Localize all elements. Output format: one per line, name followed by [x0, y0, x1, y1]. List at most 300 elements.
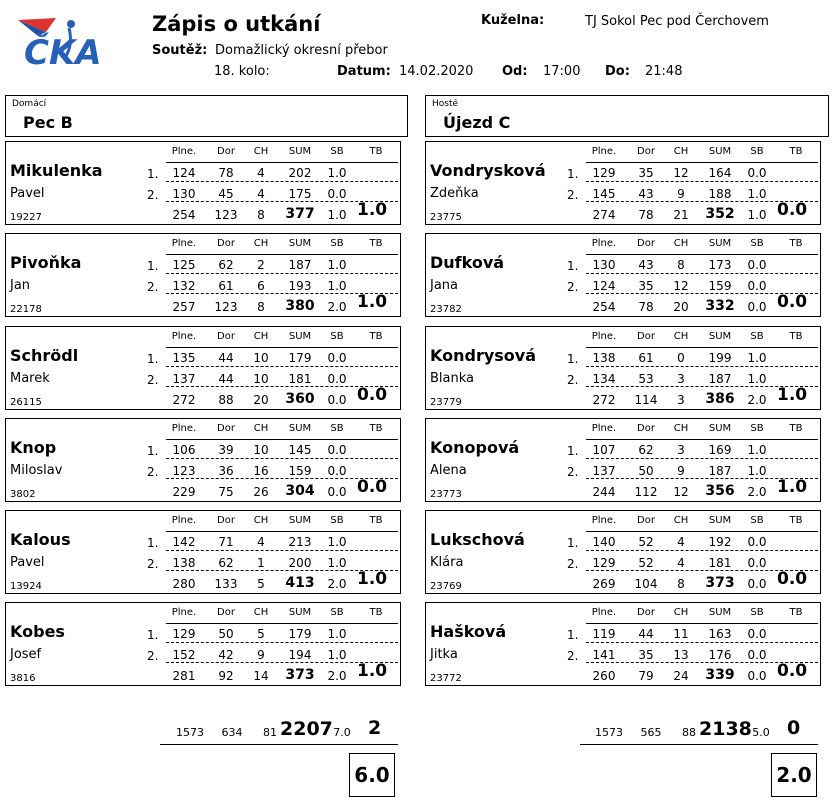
player-tb-points: 0.0 — [777, 292, 808, 312]
cka-logo — [16, 14, 106, 74]
player-score-cell: 0.0 — [747, 627, 767, 641]
player-surname: Kobes — [10, 622, 65, 641]
player-total-cell: 229 — [172, 485, 196, 499]
player-total-cell: 123 — [214, 300, 238, 314]
player-score-cell: 1 — [257, 556, 265, 570]
row-divider — [586, 273, 818, 274]
player-score-cell: 39 — [218, 443, 234, 457]
header-rule — [166, 347, 398, 348]
column-header: Dor — [637, 146, 655, 157]
column-header: Plne. — [591, 331, 617, 342]
player-total-cell: 244 — [592, 485, 616, 499]
player-total-cell: 24 — [673, 669, 689, 683]
date-label: Datum: — [337, 64, 391, 79]
player-score-cell: 3 — [677, 372, 685, 386]
player-card — [5, 141, 401, 225]
player-tb-points: 0.0 — [777, 200, 808, 220]
player-score-cell: 35 — [638, 279, 654, 293]
player-card — [425, 602, 821, 686]
row-divider — [586, 458, 818, 459]
player-total-cell: 2.0 — [327, 669, 347, 683]
header-rule — [586, 439, 818, 440]
player-total-cell: 79 — [638, 669, 654, 683]
player-score-cell: 1.0 — [327, 166, 347, 180]
row-number: 2. — [147, 557, 159, 571]
column-header: Plne. — [171, 607, 197, 618]
player-score-cell: 44 — [218, 372, 234, 386]
player-card — [5, 510, 401, 594]
row-divider — [586, 366, 818, 367]
player-score-cell: 202 — [288, 166, 312, 180]
column-header: Plne. — [591, 515, 617, 526]
player-total-cell: 8 — [677, 577, 685, 591]
column-header: TB — [369, 423, 383, 434]
column-header: CH — [673, 515, 689, 526]
row-number: 1. — [567, 167, 579, 181]
player-reg-number: 26115 — [10, 397, 42, 408]
player-score-cell: 1.0 — [327, 556, 347, 570]
column-header: TB — [789, 146, 803, 157]
column-header: CH — [673, 238, 689, 249]
column-header: SUM — [288, 607, 312, 618]
player-score-cell: 138 — [592, 351, 616, 365]
player-reg-number: 23775 — [430, 212, 462, 223]
player-tb-points: 0.0 — [357, 477, 388, 497]
row-number: 2. — [147, 188, 159, 202]
player-score-cell: 9 — [677, 187, 685, 201]
player-total-cell: 20 — [253, 393, 269, 407]
player-total-cell: 0.0 — [747, 300, 767, 314]
player-score-cell: 1.0 — [747, 351, 767, 365]
player-score-cell: 1.0 — [327, 279, 347, 293]
player-total-cell: 274 — [592, 208, 616, 222]
column-header: TB — [369, 515, 383, 526]
player-score-cell: 0.0 — [747, 648, 767, 662]
player-score-cell: 4 — [257, 535, 265, 549]
header-rule — [166, 439, 398, 440]
player-firstname: Blanka — [430, 371, 475, 386]
player-score-cell: 6 — [257, 279, 265, 293]
player-firstname: Miloslav — [10, 463, 63, 478]
player-score-cell: 107 — [592, 443, 616, 457]
player-total-cell: 272 — [592, 393, 616, 407]
player-reg-number: 23772 — [430, 673, 462, 684]
player-score-cell: 138 — [172, 556, 196, 570]
player-score-cell: 50 — [638, 464, 654, 478]
player-card — [5, 418, 401, 502]
player-score-cell: 145 — [288, 443, 312, 457]
column-header: Plne. — [171, 423, 197, 434]
player-score-cell: 152 — [172, 648, 196, 662]
player-score-cell: 4 — [257, 187, 265, 201]
player-total-cell: 373 — [285, 667, 315, 683]
player-score-cell: 0.0 — [747, 556, 767, 570]
player-total-cell: 14 — [253, 669, 269, 683]
team-total-ch: 81 — [263, 726, 277, 739]
row-divider — [166, 366, 398, 367]
end-label: Do: — [605, 64, 630, 79]
column-header: Plne. — [591, 238, 617, 249]
column-header: Dor — [637, 515, 655, 526]
player-surname: Schrödl — [10, 346, 79, 365]
row-divider — [166, 642, 398, 643]
player-total-cell: 26 — [253, 485, 269, 499]
column-header: Dor — [217, 238, 235, 249]
player-total-cell: 360 — [285, 391, 315, 407]
player-firstname: Marek — [10, 371, 50, 386]
date-value: 14.02.2020 — [399, 64, 474, 79]
player-score-cell: 129 — [172, 627, 196, 641]
row-divider — [586, 642, 818, 643]
column-header: SB — [750, 238, 764, 249]
row-number: 2. — [567, 373, 579, 387]
player-score-cell: 1.0 — [327, 648, 347, 662]
team-total-ch: 88 — [682, 726, 696, 739]
player-score-cell: 193 — [288, 279, 312, 293]
row-number: 1. — [147, 167, 159, 181]
player-card — [425, 418, 821, 502]
player-score-cell: 1.0 — [747, 372, 767, 386]
player-score-cell: 52 — [638, 535, 654, 549]
player-total-cell: 0.0 — [747, 669, 767, 683]
player-score-cell: 169 — [708, 443, 732, 457]
player-total-cell: 254 — [172, 208, 196, 222]
row-number: 2. — [147, 649, 159, 663]
column-header: Dor — [217, 607, 235, 618]
player-total-cell: 20 — [673, 300, 689, 314]
player-score-cell: 11 — [673, 627, 689, 641]
team-total-plne: 1573 — [595, 726, 623, 739]
player-score-cell: 164 — [708, 166, 732, 180]
column-header: CH — [673, 423, 689, 434]
player-total-cell: 304 — [285, 483, 315, 499]
start-label: Od: — [502, 64, 528, 79]
player-total-cell: 12 — [673, 485, 689, 499]
header-rule — [586, 162, 818, 163]
header-rule — [586, 623, 818, 624]
player-score-cell: 4 — [257, 166, 265, 180]
row-divider — [166, 458, 398, 459]
player-card — [5, 602, 401, 686]
column-header: SUM — [708, 331, 732, 342]
player-firstname: Jitka — [430, 647, 458, 662]
row-number: 2. — [567, 280, 579, 294]
player-total-cell: 281 — [172, 669, 196, 683]
player-score-cell: 2 — [257, 258, 265, 272]
player-surname: Dufková — [430, 253, 505, 272]
column-header: SB — [330, 515, 344, 526]
player-card — [425, 141, 821, 225]
player-score-cell: 43 — [638, 258, 654, 272]
column-header: TB — [369, 607, 383, 618]
header-rule — [166, 254, 398, 255]
player-score-cell: 192 — [708, 535, 732, 549]
away-final-score: 2.0 — [771, 753, 817, 797]
column-header: SB — [330, 146, 344, 157]
player-score-cell: 176 — [708, 648, 732, 662]
player-score-cell: 1.0 — [327, 258, 347, 272]
away-team-box — [425, 95, 829, 137]
away-caption: Hosté — [432, 99, 459, 109]
player-reg-number: 23782 — [430, 304, 462, 315]
player-score-cell: 175 — [288, 187, 312, 201]
player-score-cell: 4 — [677, 556, 685, 570]
column-header: CH — [253, 331, 269, 342]
venue-value: TJ Sokol Pec pod Čerchovem — [585, 14, 769, 29]
column-header: SUM — [288, 515, 312, 526]
column-header: SB — [750, 607, 764, 618]
player-total-cell: 272 — [172, 393, 196, 407]
player-score-cell: 9 — [677, 464, 685, 478]
competition-label: Soutěž: — [152, 43, 208, 58]
header-rule — [586, 254, 818, 255]
player-score-cell: 135 — [172, 351, 196, 365]
row-divider — [586, 181, 818, 182]
row-number: 1. — [567, 444, 579, 458]
away-totals-line — [580, 744, 818, 745]
column-header: CH — [673, 607, 689, 618]
player-score-cell: 3 — [677, 443, 685, 457]
player-score-cell: 50 — [218, 627, 234, 641]
player-score-cell: 179 — [288, 627, 312, 641]
player-total-cell: 92 — [218, 669, 234, 683]
player-card — [5, 233, 401, 317]
column-header: TB — [789, 331, 803, 342]
player-reg-number: 22178 — [10, 304, 42, 315]
player-total-cell: 3 — [677, 393, 685, 407]
player-total-cell: 75 — [218, 485, 234, 499]
player-score-cell: 213 — [288, 535, 312, 549]
column-header: CH — [253, 238, 269, 249]
column-header: SB — [330, 238, 344, 249]
player-total-cell: 269 — [592, 577, 616, 591]
player-score-cell: 123 — [172, 464, 196, 478]
player-reg-number: 23779 — [430, 397, 462, 408]
player-total-cell: 2.0 — [747, 393, 767, 407]
player-reg-number: 23769 — [430, 581, 462, 592]
player-score-cell: 1.0 — [747, 464, 767, 478]
player-surname: Lukschová — [430, 530, 525, 549]
player-score-cell: 45 — [218, 187, 234, 201]
player-tb-points: 1.0 — [357, 292, 388, 312]
player-score-cell: 0.0 — [327, 351, 347, 365]
column-header: TB — [369, 146, 383, 157]
column-header: Dor — [637, 238, 655, 249]
player-total-cell: 257 — [172, 300, 196, 314]
column-header: SB — [330, 607, 344, 618]
player-score-cell: 0.0 — [747, 279, 767, 293]
player-tb-points: 1.0 — [357, 200, 388, 220]
player-score-cell: 1.0 — [327, 535, 347, 549]
player-surname: Knop — [10, 438, 57, 457]
player-score-cell: 188 — [708, 187, 732, 201]
player-score-cell: 44 — [218, 351, 234, 365]
player-total-cell: 373 — [705, 575, 735, 591]
column-header: Plne. — [591, 607, 617, 618]
player-total-cell: 78 — [638, 208, 654, 222]
player-score-cell: 187 — [288, 258, 312, 272]
row-number: 2. — [567, 465, 579, 479]
player-score-cell: 35 — [638, 648, 654, 662]
player-score-cell: 5 — [257, 627, 265, 641]
column-header: SUM — [288, 146, 312, 157]
player-score-cell: 62 — [638, 443, 654, 457]
player-score-cell: 1.0 — [327, 627, 347, 641]
team-total-sum: 2138 — [699, 718, 752, 740]
player-score-cell: 13 — [673, 648, 689, 662]
player-total-cell: 114 — [634, 393, 658, 407]
player-score-cell: 1.0 — [747, 443, 767, 457]
row-divider — [166, 273, 398, 274]
player-total-cell: 352 — [705, 206, 735, 222]
player-total-cell: 413 — [285, 575, 315, 591]
player-total-cell: 332 — [705, 298, 735, 314]
player-firstname: Alena — [430, 463, 467, 478]
player-score-cell: 140 — [592, 535, 616, 549]
player-score-cell: 52 — [638, 556, 654, 570]
player-tb-points: 0.0 — [777, 569, 808, 589]
player-tb-points: 1.0 — [357, 661, 388, 681]
header-rule — [586, 531, 818, 532]
team-total-sb: 5.0 — [752, 726, 770, 739]
row-number: 2. — [147, 373, 159, 387]
player-total-cell: 1.0 — [747, 208, 767, 222]
player-total-cell: 0.0 — [327, 393, 347, 407]
player-score-cell: 42 — [218, 648, 234, 662]
player-score-cell: 62 — [218, 556, 234, 570]
player-score-cell: 179 — [288, 351, 312, 365]
player-score-cell: 130 — [172, 187, 196, 201]
row-divider — [166, 550, 398, 551]
column-header: Dor — [637, 607, 655, 618]
player-score-cell: 1.0 — [747, 187, 767, 201]
player-tb-points: 1.0 — [357, 569, 388, 589]
player-score-cell: 141 — [592, 648, 616, 662]
player-score-cell: 53 — [638, 372, 654, 386]
team-total-dor: 634 — [221, 726, 243, 739]
player-score-cell: 124 — [172, 166, 196, 180]
player-score-cell: 134 — [592, 372, 616, 386]
team-total-sb: 7.0 — [333, 726, 351, 739]
player-firstname: Pavel — [10, 555, 45, 570]
header-rule — [586, 347, 818, 348]
player-score-cell: 106 — [172, 443, 196, 457]
column-header: TB — [789, 607, 803, 618]
player-total-cell: 104 — [634, 577, 658, 591]
row-divider — [586, 550, 818, 551]
player-score-cell: 119 — [592, 627, 616, 641]
column-header: Plne. — [171, 146, 197, 157]
player-score-cell: 159 — [288, 464, 312, 478]
player-reg-number: 3816 — [10, 673, 36, 684]
column-header: CH — [253, 146, 269, 157]
column-header: Dor — [637, 331, 655, 342]
column-header: CH — [253, 607, 269, 618]
row-number: 2. — [147, 280, 159, 294]
player-total-cell: 2.0 — [327, 300, 347, 314]
row-number: 2. — [567, 188, 579, 202]
player-surname: Vondrysková — [430, 161, 546, 180]
column-header: TB — [789, 238, 803, 249]
player-total-cell: 1.0 — [327, 208, 347, 222]
player-total-cell: 0.0 — [327, 485, 347, 499]
column-header: Dor — [217, 331, 235, 342]
player-firstname: Jan — [10, 278, 31, 293]
row-number: 2. — [147, 465, 159, 479]
row-number: 1. — [147, 352, 159, 366]
column-header: Plne. — [171, 331, 197, 342]
player-total-cell: 386 — [705, 391, 735, 407]
row-number: 2. — [567, 557, 579, 571]
away-team-name: Újezd C — [443, 113, 511, 132]
player-score-cell: 130 — [592, 258, 616, 272]
player-score-cell: 0 — [677, 351, 685, 365]
player-score-cell: 44 — [638, 627, 654, 641]
player-surname: Konopová — [430, 438, 520, 457]
svg-text:ČKA: ČKA — [24, 33, 102, 73]
player-total-cell: 88 — [218, 393, 234, 407]
player-firstname: Klára — [430, 555, 464, 570]
column-header: TB — [369, 331, 383, 342]
player-surname: Hašková — [430, 622, 507, 641]
player-score-cell: 62 — [218, 258, 234, 272]
player-score-cell: 181 — [288, 372, 312, 386]
player-score-cell: 10 — [253, 351, 269, 365]
column-header: SUM — [708, 146, 732, 157]
column-header: SUM — [708, 607, 732, 618]
player-score-cell: 129 — [592, 556, 616, 570]
player-total-cell: 339 — [705, 667, 735, 683]
player-reg-number: 13924 — [10, 581, 42, 592]
player-score-cell: 10 — [253, 443, 269, 457]
player-score-cell: 36 — [218, 464, 234, 478]
player-score-cell: 35 — [638, 166, 654, 180]
player-score-cell: 16 — [253, 464, 269, 478]
row-number: 1. — [567, 536, 579, 550]
row-number: 1. — [147, 259, 159, 273]
player-total-cell: 5 — [257, 577, 265, 591]
player-reg-number: 3802 — [10, 489, 36, 500]
column-header: SB — [330, 423, 344, 434]
home-totals-line — [160, 744, 398, 745]
page-title: Zápis o utkání — [152, 12, 321, 36]
team-total-tb: 0 — [787, 717, 801, 739]
row-divider — [166, 181, 398, 182]
venue-label: Kuželna: — [481, 13, 545, 28]
player-score-cell: 0.0 — [327, 372, 347, 386]
player-score-cell: 9 — [257, 648, 265, 662]
column-header: SB — [750, 331, 764, 342]
team-total-dor: 565 — [640, 726, 662, 739]
row-number: 1. — [567, 628, 579, 642]
player-surname: Kalous — [10, 530, 71, 549]
player-total-cell: 377 — [285, 206, 315, 222]
column-header: SUM — [708, 423, 732, 434]
start-value: 17:00 — [543, 64, 581, 79]
player-surname: Kondrysová — [430, 346, 537, 365]
column-header: TB — [789, 423, 803, 434]
player-score-cell: 4 — [677, 535, 685, 549]
player-score-cell: 0.0 — [747, 166, 767, 180]
player-score-cell: 0.0 — [747, 535, 767, 549]
player-total-cell: 356 — [705, 483, 735, 499]
team-total-tb: 2 — [368, 717, 382, 739]
player-score-cell: 43 — [638, 187, 654, 201]
column-header: SUM — [288, 423, 312, 434]
player-total-cell: 21 — [673, 208, 689, 222]
player-total-cell: 112 — [634, 485, 658, 499]
home-caption: Domácí — [12, 99, 47, 109]
